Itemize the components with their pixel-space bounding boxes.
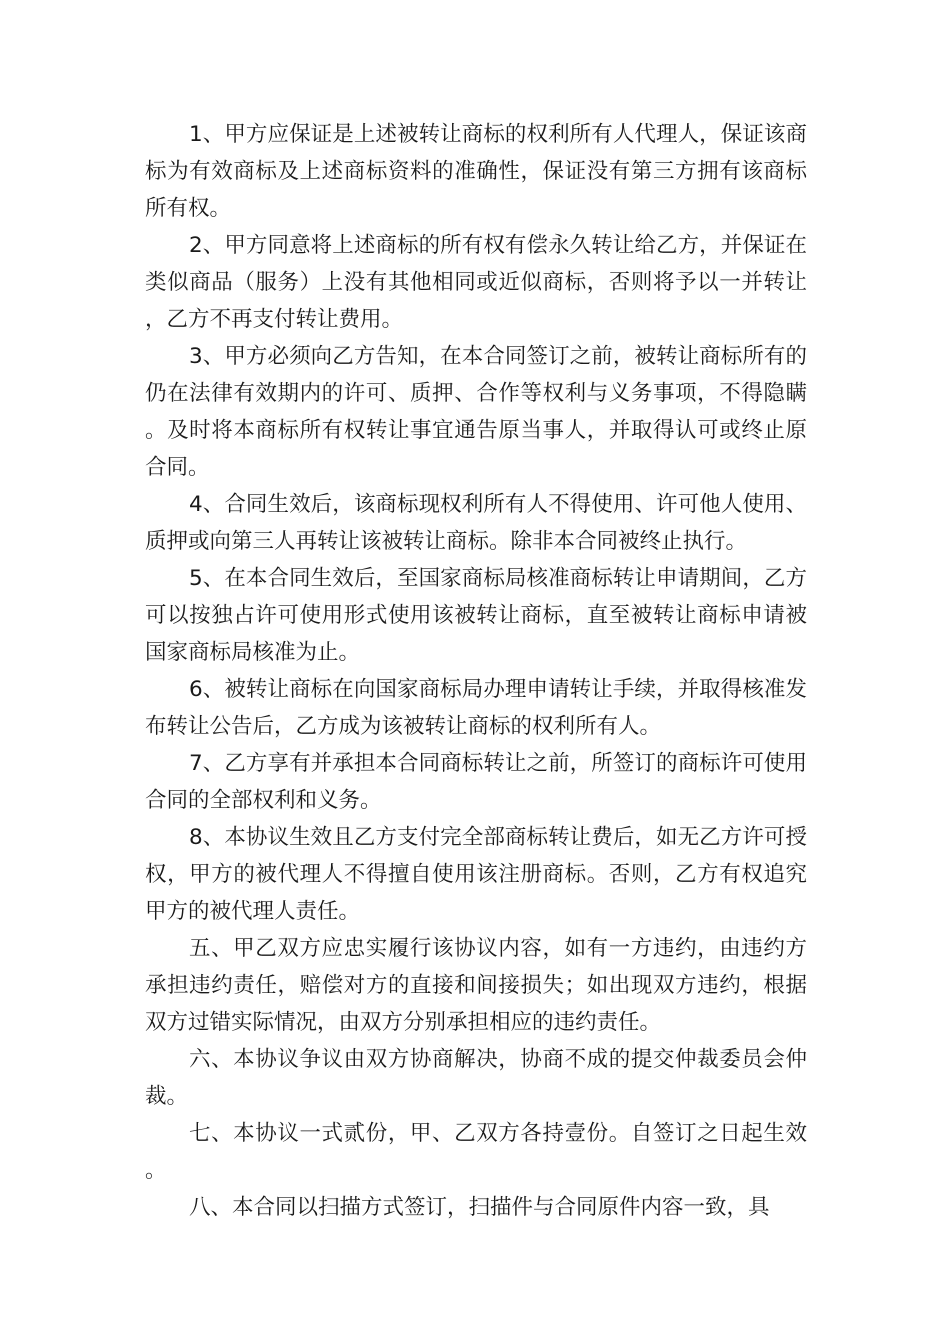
clause-3: 3、甲方必须向乙方告知，在本合同签订之前，被转让商标所有的仍在法律有效期内的许可、质押、合作等权利与义务事项，不得隐瞒。及时将本商标所有权转让事宜通告原当事人，并取得认可或终止原合同。 — [145, 344, 807, 480]
section-six: 六、本协议争议由双方协商解决，协商不成的提交仲裁委员会仲裁。 — [145, 1047, 807, 1109]
clause-4: 4、合同生效后，该商标现权利所有人不得使用、许可他人使用、质押或向第三人再转让该被转让商标。除非本合同被终止执行。 — [145, 492, 807, 554]
section-eight: 八、本合同以扫描方式签订，扫描件与合同原件内容一致，具 — [189, 1195, 770, 1220]
clause-5: 5、在本合同生效后，至国家商标局核准商标转让申请期间，乙方可以按独占许可使用形式使用该被转让商标，直至被转让商标申请被国家商标局核准为止。 — [145, 566, 807, 665]
clause-2: 2、甲方同意将上述商标的所有权有偿永久转让给乙方，并保证在类似商品（服务）上没有其他相同或近似商标，否则将予以一并转让，乙方不再支付转让费用。 — [145, 233, 807, 332]
clause-7: 7、乙方享有并承担本合同商标转让之前，所签订的商标许可使用合同的全部权利和义务。 — [145, 751, 807, 813]
clause-1: 1、甲方应保证是上述被转让商标的权利所有人代理人，保证该商标为有效商标及上述商标资料的准确性，保证没有第三方拥有该商标所有权。 — [145, 122, 807, 221]
section-five: 五、甲乙双方应忠实履行该协议内容，如有一方违约，由违约方承担违约责任，赔偿对方的直接和间接损失；如出现双方违约，根据双方过错实际情况，由双方分别承担相应的违约责任。 — [145, 936, 807, 1035]
document-body — [145, 116, 807, 1226]
clause-6: 6、被转让商标在向国家商标局办理申请转让手续，并取得核准发布转让公告后，乙方成为该被转让商标的权利所有人。 — [145, 677, 807, 739]
clause-8: 8、本协议生效且乙方支付完全部商标转让费后，如无乙方许可授权，甲方的被代理人不得擅自使用该注册商标。否则，乙方有权追究甲方的被代理人责任。 — [145, 825, 807, 924]
section-seven: 七、本协议一式贰份，甲、乙双方各持壹份。自签订之日起生效。 — [145, 1121, 807, 1183]
